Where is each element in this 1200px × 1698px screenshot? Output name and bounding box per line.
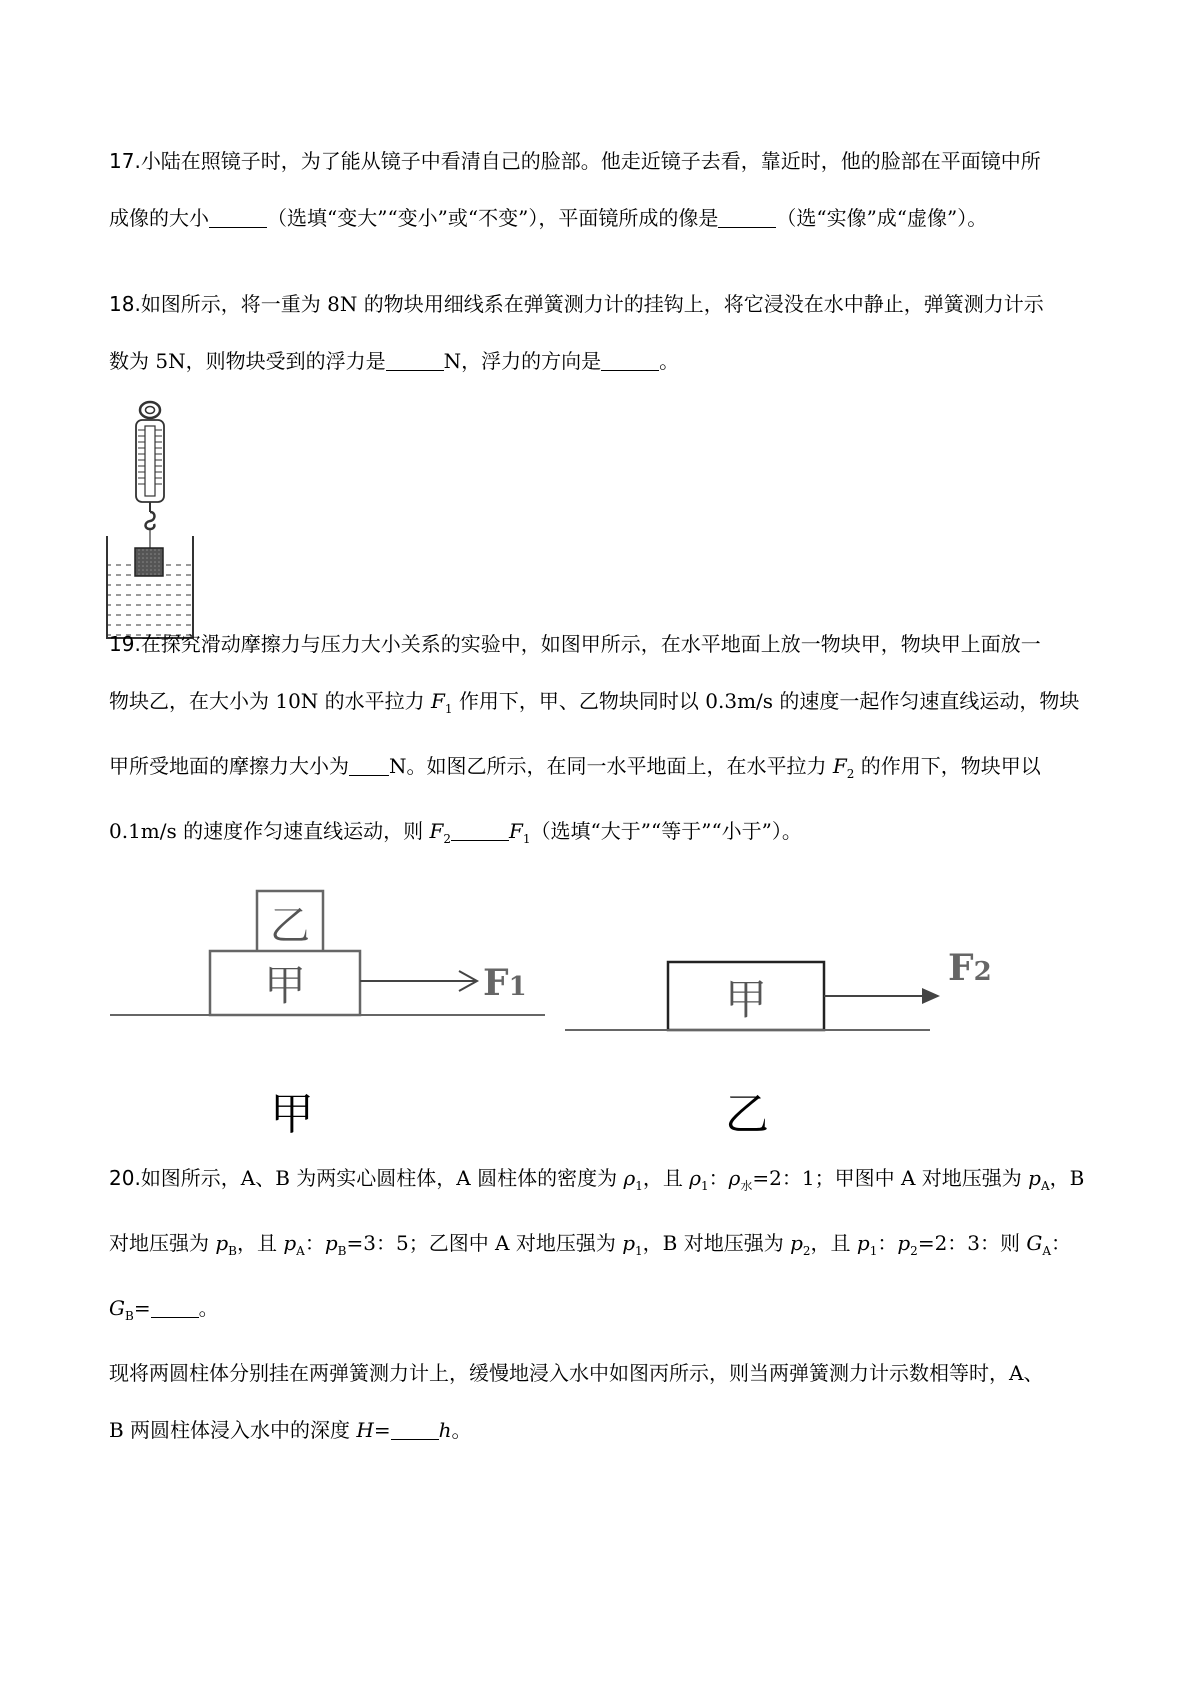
q20-text-1b: ，且 bbox=[642, 1166, 690, 1190]
q18-text-2b: N，浮力的方向是 bbox=[443, 349, 602, 373]
q19-force-f2-sub: 2 bbox=[846, 767, 855, 781]
q17-blank-2[interactable] bbox=[718, 205, 776, 228]
q18-spring-scale-figure bbox=[105, 400, 205, 640]
q20-rho-1b-sub: 1 bbox=[701, 1179, 709, 1193]
q20-line-3 bbox=[109, 1345, 1105, 1402]
q20-text-4a: B 两圆柱体浸入水中的深度 bbox=[109, 1418, 357, 1442]
q20-text-2a: 对地压强为 bbox=[109, 1231, 216, 1255]
ground-hatch bbox=[110, 1016, 545, 1027]
q20-p2b-sub: 2 bbox=[910, 1244, 918, 1258]
q20-pB-sub: B bbox=[228, 1244, 237, 1258]
q20-rho-1-sub: 1 bbox=[635, 1179, 643, 1193]
q20-text-4b: = bbox=[373, 1418, 391, 1442]
q18-line-1 bbox=[109, 276, 1105, 333]
q20-pA-sub: A bbox=[1040, 1179, 1050, 1193]
q20-pB2: p bbox=[324, 1231, 338, 1255]
q18-text-2a: 数为 5N，则物块受到的浮力是 bbox=[109, 349, 386, 373]
q20-p1b: p bbox=[856, 1231, 870, 1255]
q19-text-2b: 作用下，甲、乙物块同时以 0.3m/s 的速度一起作匀速直线运动，物块 bbox=[452, 689, 1080, 713]
q20-p1-sub: 1 bbox=[635, 1244, 643, 1258]
q19-compare-f2: F bbox=[429, 819, 444, 843]
q20-text-2k: 。 bbox=[198, 1296, 219, 1320]
q20-h: h bbox=[438, 1418, 452, 1442]
q20-text-1d: =2：1；甲图中 A 对地压强为 bbox=[752, 1166, 1029, 1190]
q18-blank-1[interactable] bbox=[386, 348, 444, 371]
q20-text-1a: 如图所示，A、B 为两实心圆柱体，A 圆柱体的密度为 bbox=[140, 1166, 624, 1190]
q20-text-2h: =2：3：则 bbox=[917, 1231, 1027, 1255]
q20-text-4c: 。 bbox=[451, 1418, 472, 1442]
spring-scale-ring-icon bbox=[140, 402, 160, 418]
q19-text-3a: 甲所受地面的摩擦力大小为 bbox=[109, 754, 349, 778]
q17-text-2b: （选填“变大”“变小”或“不变”），平面镜所成的像是 bbox=[267, 206, 719, 230]
q20-text-1e: ，B bbox=[1049, 1166, 1085, 1190]
q20-text-2i: ： bbox=[1051, 1231, 1072, 1255]
q20-GB: G bbox=[109, 1296, 125, 1320]
q20-GA: G bbox=[1026, 1231, 1043, 1255]
q19-compare-f1: F bbox=[509, 819, 523, 843]
q20-text-2j: = bbox=[133, 1296, 151, 1320]
q20-text-2b: ，且 bbox=[237, 1231, 284, 1255]
q19-text-2a: 物块乙，在大小为 10N 的水平拉力 bbox=[109, 689, 432, 713]
q19-figure-right bbox=[560, 930, 992, 1055]
q20-p1: p bbox=[622, 1231, 636, 1255]
q19-line-3 bbox=[109, 738, 1105, 803]
q19-text-4a: 0.1m/s 的速度作匀速直线运动，则 bbox=[109, 819, 430, 843]
q20-blank-2[interactable] bbox=[391, 1417, 439, 1440]
q17-number: 17. bbox=[109, 149, 141, 173]
q19-line-4 bbox=[109, 803, 1105, 868]
q20-pA: p bbox=[1028, 1166, 1041, 1190]
q20-text-2d: =3：5；乙图中 A 对地压强为 bbox=[346, 1231, 623, 1255]
q19-line-2 bbox=[109, 673, 1105, 738]
q20-text-1c: ： bbox=[708, 1166, 729, 1190]
hook-icon bbox=[146, 512, 155, 529]
q17-line-1 bbox=[109, 133, 1105, 190]
q20-text-2c: ： bbox=[304, 1231, 325, 1255]
q20-H: H bbox=[356, 1418, 374, 1442]
block-jia-right-label: 甲 bbox=[724, 975, 768, 1024]
q17-text-2a: 成像的大小 bbox=[109, 206, 209, 230]
q20-p1b-sub: 1 bbox=[869, 1244, 878, 1258]
q19-line-1 bbox=[109, 616, 1105, 673]
q19-text-4b: （选填“大于”“等于”“小于”）。 bbox=[530, 819, 802, 843]
ground-hatch-right bbox=[565, 1031, 930, 1042]
q17-text-1: 小陆在照镜子时，为了能从镜子中看清自己的脸部。他走近镜子去看，靠近时，他的脸部在平面镜中所 bbox=[140, 149, 1041, 173]
q19-figure-left-ground bbox=[105, 885, 555, 1055]
q20-pB: p bbox=[215, 1231, 229, 1255]
q20-rho-1: ρ bbox=[623, 1166, 636, 1190]
block-jia-label: 甲 bbox=[263, 961, 307, 1010]
question-18 bbox=[109, 276, 1105, 390]
q20-p2b: p bbox=[897, 1231, 911, 1255]
q19-caption-left: 甲 bbox=[270, 1089, 314, 1140]
q20-line-2 bbox=[109, 1215, 1105, 1345]
q20-rho-water: ρ bbox=[728, 1166, 741, 1190]
q20-pA2-sub: A bbox=[296, 1244, 305, 1258]
q17-text-2c: （选“实像”成“虚像”）。 bbox=[776, 206, 988, 230]
q20-line-4 bbox=[109, 1402, 1105, 1459]
q19-force-f1: F bbox=[431, 689, 445, 713]
q20-GB-sub: B bbox=[124, 1309, 134, 1323]
q20-GA-sub: A bbox=[1042, 1244, 1052, 1258]
q19-text-3b: N。如图乙所示，在同一水平地面上，在水平拉力 bbox=[389, 754, 833, 778]
q18-number: 18. bbox=[109, 292, 141, 316]
q19-force-f2: F bbox=[832, 754, 847, 778]
q18-text-2c: 。 bbox=[659, 349, 680, 373]
q19-compare-f1-sub: 1 bbox=[522, 832, 531, 846]
q19-force-f1-sub: 1 bbox=[444, 702, 453, 716]
arrow-head-icon bbox=[922, 988, 940, 1004]
q20-pA2: p bbox=[283, 1231, 297, 1255]
q20-p2: p bbox=[790, 1231, 803, 1255]
force-f2-label: F2 bbox=[948, 947, 992, 989]
q20-p2-sub: 2 bbox=[802, 1244, 811, 1258]
q19-blank-1[interactable] bbox=[349, 753, 389, 776]
q20-text-2f: ，且 bbox=[810, 1231, 857, 1255]
question-17 bbox=[109, 133, 1105, 247]
q20-rho-water-sub: 水 bbox=[740, 1179, 753, 1193]
block-yi-label: 乙 bbox=[270, 903, 310, 949]
q20-pB2-sub: B bbox=[337, 1244, 347, 1258]
q19-caption-right: 乙 bbox=[725, 1089, 769, 1140]
q20-line-1 bbox=[109, 1150, 1105, 1215]
q19-text-3c: 的作用下，物块甲以 bbox=[854, 754, 1041, 778]
q18-blank-2[interactable] bbox=[601, 348, 659, 371]
q20-text-2g: ： bbox=[877, 1231, 898, 1255]
question-20 bbox=[109, 1150, 1105, 1459]
q20-text-3: 现将两圆柱体分别挂在两弹簧测力计上，缓慢地浸入水中如图丙所示，则当两弹簧测力计示数相等时，A、 bbox=[109, 1361, 1044, 1385]
q18-text-1: 如图所示，将一重为 8N 的物块用细线系在弹簧测力计的挂钩上，将它浸没在水中静止，弹簧测力计示 bbox=[140, 292, 1044, 316]
question-19 bbox=[109, 616, 1105, 868]
submerged-block bbox=[135, 548, 163, 576]
q17-line-2 bbox=[109, 190, 1105, 247]
q19-compare-f2-sub: 2 bbox=[443, 832, 452, 846]
q19-blank-2[interactable] bbox=[451, 818, 509, 841]
q20-text-2e: ，B 对地压强为 bbox=[642, 1231, 791, 1255]
q19-text-1: 在探究滑动摩擦力与压力大小关系的实验中，如图甲所示，在水平地面上放一物块甲，物块甲上面放一 bbox=[140, 632, 1041, 656]
q20-number: 20. bbox=[109, 1166, 141, 1190]
q18-line-2 bbox=[109, 333, 1105, 390]
q19-number: 19. bbox=[109, 632, 141, 656]
force-f1-label: F1 bbox=[483, 962, 527, 1004]
q17-blank-1[interactable] bbox=[209, 205, 267, 228]
q20-blank-1[interactable] bbox=[151, 1295, 199, 1318]
q20-rho-1b: ρ bbox=[689, 1166, 701, 1190]
